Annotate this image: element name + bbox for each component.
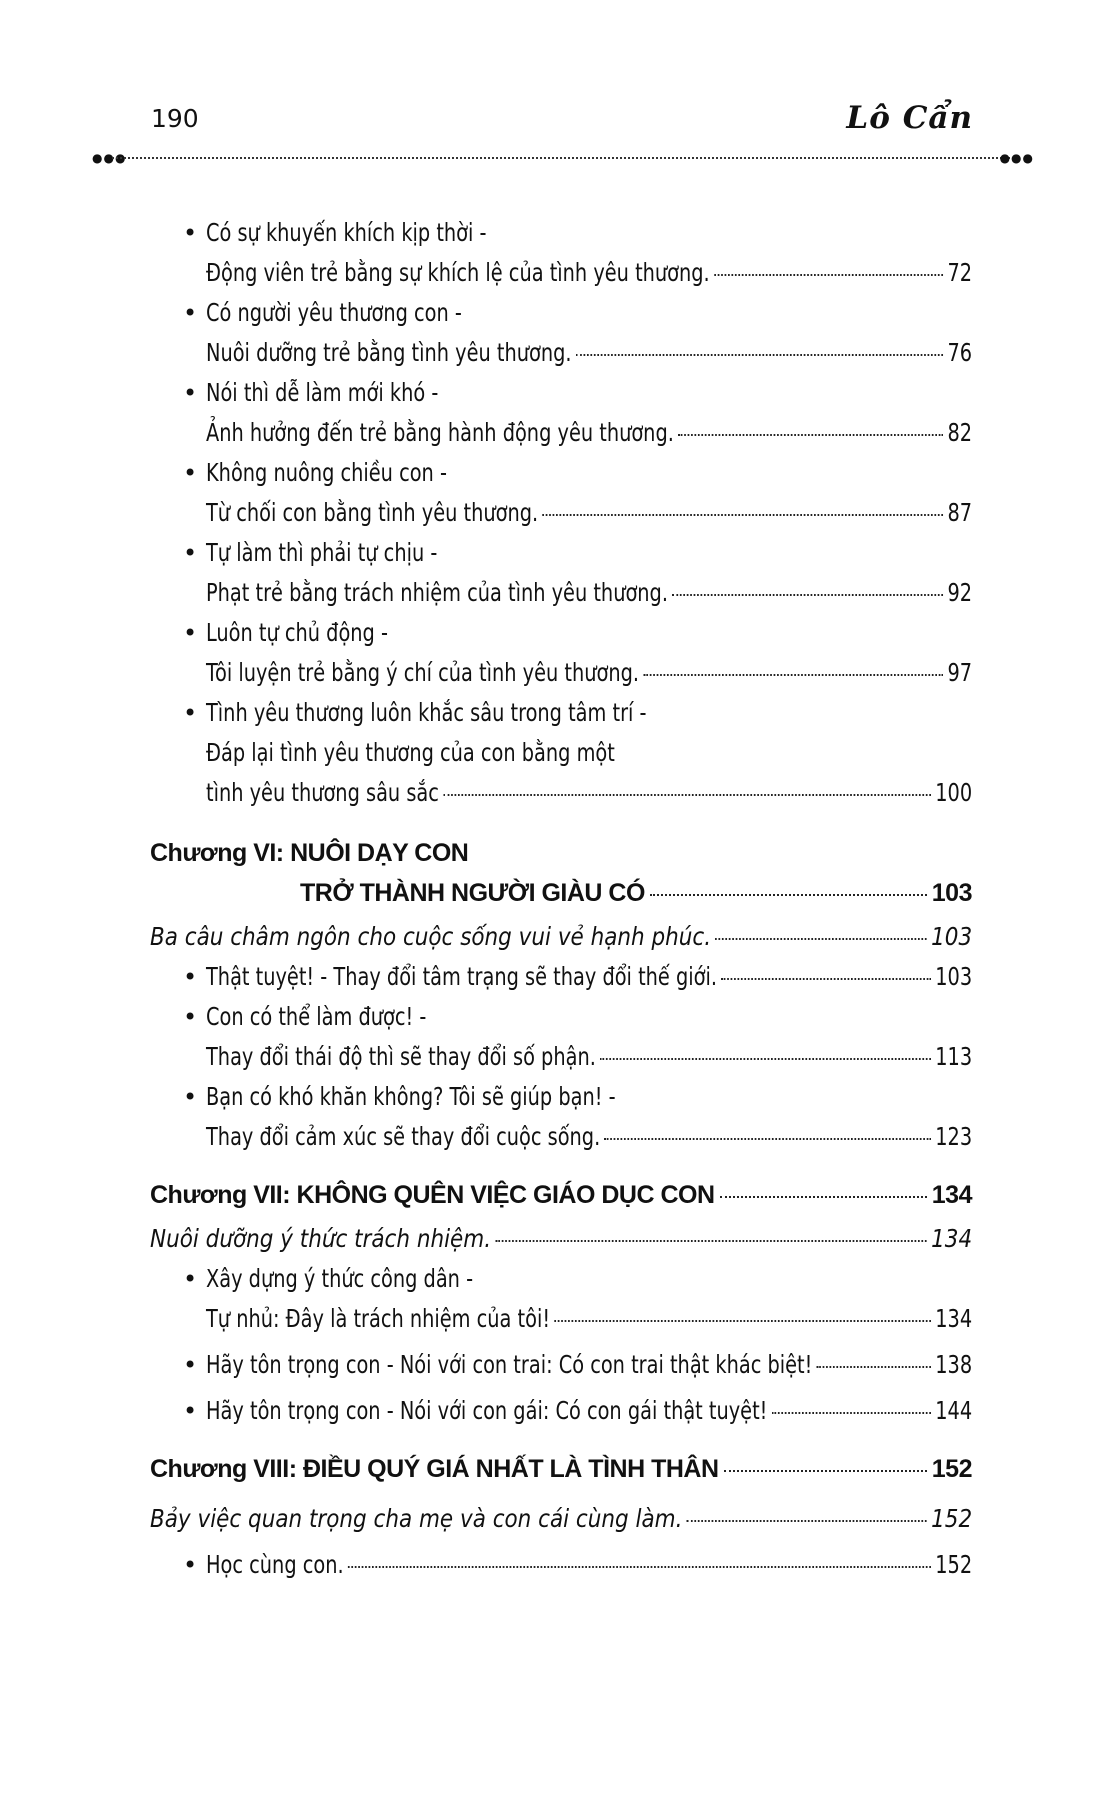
bullet-icon: • <box>183 699 198 727</box>
toc-item-subtitle: Phạt trẻ bằng trách nhiệm của tình yêu thương. 92 <box>206 573 972 613</box>
toc-item-subtitle: Tôi luyện trẻ bằng ý chí của tình yêu thương. 97 <box>206 653 972 693</box>
rule-ornament-left: ●●● <box>92 151 127 165</box>
toc-item[interactable] <box>150 613 972 693</box>
bullet-icon: • <box>183 379 198 407</box>
page-ref: 72 <box>947 258 973 287</box>
section-heading[interactable]: Nuôi dưỡng ý thức trách nhiệm. 134 <box>150 1219 972 1259</box>
page-ref: 152 <box>931 1504 973 1533</box>
toc-item[interactable] <box>150 997 972 1077</box>
page-ref: 134 <box>931 1181 972 1209</box>
toc-item[interactable] <box>150 453 972 533</box>
toc-item-title: Có người yêu thương con - <box>206 298 462 327</box>
toc-item[interactable] <box>150 373 972 453</box>
toc-item-subtitle: Tự nhủ: Đây là trách nhiệm của tôi! <box>206 1304 551 1333</box>
toc-item[interactable] <box>150 293 972 373</box>
page-number: 190 <box>151 104 199 133</box>
toc-item-subtitle: Nuôi dưỡng trẻ bằng tình yêu thương. 76 <box>206 333 972 373</box>
toc-item-title: Tình yêu thương luôn khắc sâu trong tâm trí - <box>206 698 647 727</box>
toc-item-title: Có sự khuyến khích kịp thời - <box>206 218 487 247</box>
bullet-icon: • <box>183 1265 198 1293</box>
section-heading[interactable]: Bảy việc quan trọng cha mẹ và con cái cùng làm. 152 <box>150 1499 972 1539</box>
toc-item[interactable] <box>150 1259 972 1339</box>
header-rule <box>92 151 1034 165</box>
bullet-icon: • <box>183 299 198 327</box>
chapter-subtitle: TRỞ THÀNH NGƯỜI GIÀU CÓ <box>300 879 645 907</box>
toc-item-subtitle: Thay đổi cảm xúc sẽ thay đổi cuộc sống. <box>206 1122 601 1151</box>
chapter-heading[interactable] <box>150 1449 972 1489</box>
page-ref: 123 <box>935 1122 973 1151</box>
bullet-icon: • <box>183 1551 198 1579</box>
page-ref: 152 <box>931 1455 972 1483</box>
toc-item-subtitle: tình yêu thương sâu sắc 100 <box>206 773 972 813</box>
bullet-icon: • <box>183 619 198 647</box>
page-ref: 92 <box>947 578 973 607</box>
toc-item[interactable] <box>150 1545 972 1585</box>
page-ref: 138 <box>935 1350 973 1379</box>
toc-item-title: Xây dựng ý thức công dân - <box>206 1264 474 1293</box>
toc-item[interactable] <box>150 533 972 613</box>
toc-item[interactable] <box>150 1391 972 1431</box>
toc-item[interactable] <box>150 213 972 293</box>
toc-item-title: Nói thì dễ làm mới khó - <box>206 378 439 407</box>
toc-item[interactable] <box>150 957 972 997</box>
toc-item-title: Học cùng con. <box>206 1550 344 1579</box>
toc-item-title: Không nuông chiều con - <box>206 458 447 487</box>
bullet-icon: • <box>183 1351 198 1379</box>
toc-item[interactable] <box>150 693 972 813</box>
rule-dots <box>112 157 1014 159</box>
page-ref: 113 <box>935 1042 973 1071</box>
section-heading[interactable]: Ba câu châm ngôn cho cuộc sống vui vẻ hạnh phúc. 103 <box>150 917 972 957</box>
page-ref: 144 <box>935 1396 973 1425</box>
bullet-icon: • <box>183 963 198 991</box>
chapter-title: Chương VII: KHÔNG QUÊN VIỆC GIÁO DỤC CON <box>150 1181 715 1209</box>
toc-item-title: Hãy tôn trọng con - Nói với con trai: Có con trai thật khác biệt! <box>206 1350 813 1379</box>
page-ref: 87 <box>947 498 973 527</box>
toc-item-title: Con có thể làm được! - <box>206 1002 427 1031</box>
page-ref: 152 <box>935 1550 973 1579</box>
toc-item[interactable] <box>150 1077 972 1157</box>
toc-item-subtitle: Từ chối con bằng tình yêu thương. 87 <box>206 493 972 533</box>
page-ref: 134 <box>931 1224 973 1253</box>
page-ref: 103 <box>931 922 973 951</box>
bullet-icon: • <box>183 1003 198 1031</box>
page-ref: 103 <box>931 879 972 907</box>
chapter-title: Chương VIII: ĐIỀU QUÝ GIÁ NHẤT LÀ TÌNH THÂN <box>150 1455 719 1483</box>
page-ref: 82 <box>947 418 973 447</box>
bullet-icon: • <box>183 1083 198 1111</box>
page-ref: 103 <box>935 962 973 991</box>
page-ref: 97 <box>947 658 973 687</box>
toc-item-title: Thật tuyệt! - Thay đổi tâm trạng sẽ thay đổi thế giới. <box>206 962 717 991</box>
toc-item-subtitle: Thay đổi thái độ thì sẽ thay đổi số phận. <box>206 1042 596 1071</box>
page-ref: 76 <box>947 338 973 367</box>
chapter-heading[interactable] <box>150 833 972 913</box>
toc-item-subtitle: Đáp lại tình yêu thương của con bằng một <box>206 738 615 767</box>
page-ref: 100 <box>935 778 973 807</box>
toc-item-title: Bạn có khó khăn không? Tôi sẽ giúp bạn! - <box>206 1082 616 1111</box>
toc-item-title: Tự làm thì phải tự chịu - <box>206 538 438 567</box>
table-of-contents <box>150 213 972 1585</box>
toc-item-title: Hãy tôn trọng con - Nói với con gái: Có con gái thật tuyệt! <box>206 1396 768 1425</box>
bullet-icon: • <box>183 459 198 487</box>
bullet-icon: • <box>183 539 198 567</box>
page-ref: 134 <box>935 1304 973 1333</box>
toc-item-title: Luôn tự chủ động - <box>206 618 388 647</box>
rule-ornament-right: ●●● <box>999 151 1034 165</box>
toc-item[interactable] <box>150 1345 972 1385</box>
bullet-icon: • <box>183 1397 198 1425</box>
running-head: Lô Cẩn <box>846 100 973 136</box>
toc-item-subtitle: Động viên trẻ bằng sự khích lệ của tình yêu thương. 72 <box>206 253 972 293</box>
bullet-icon: • <box>183 219 198 247</box>
toc-item-subtitle: Ảnh hưởng đến trẻ bằng hành động yêu thương. 82 <box>206 413 972 453</box>
chapter-heading[interactable] <box>150 1175 972 1215</box>
chapter-title: Chương VI: NUÔI DẠY CON <box>150 839 469 867</box>
